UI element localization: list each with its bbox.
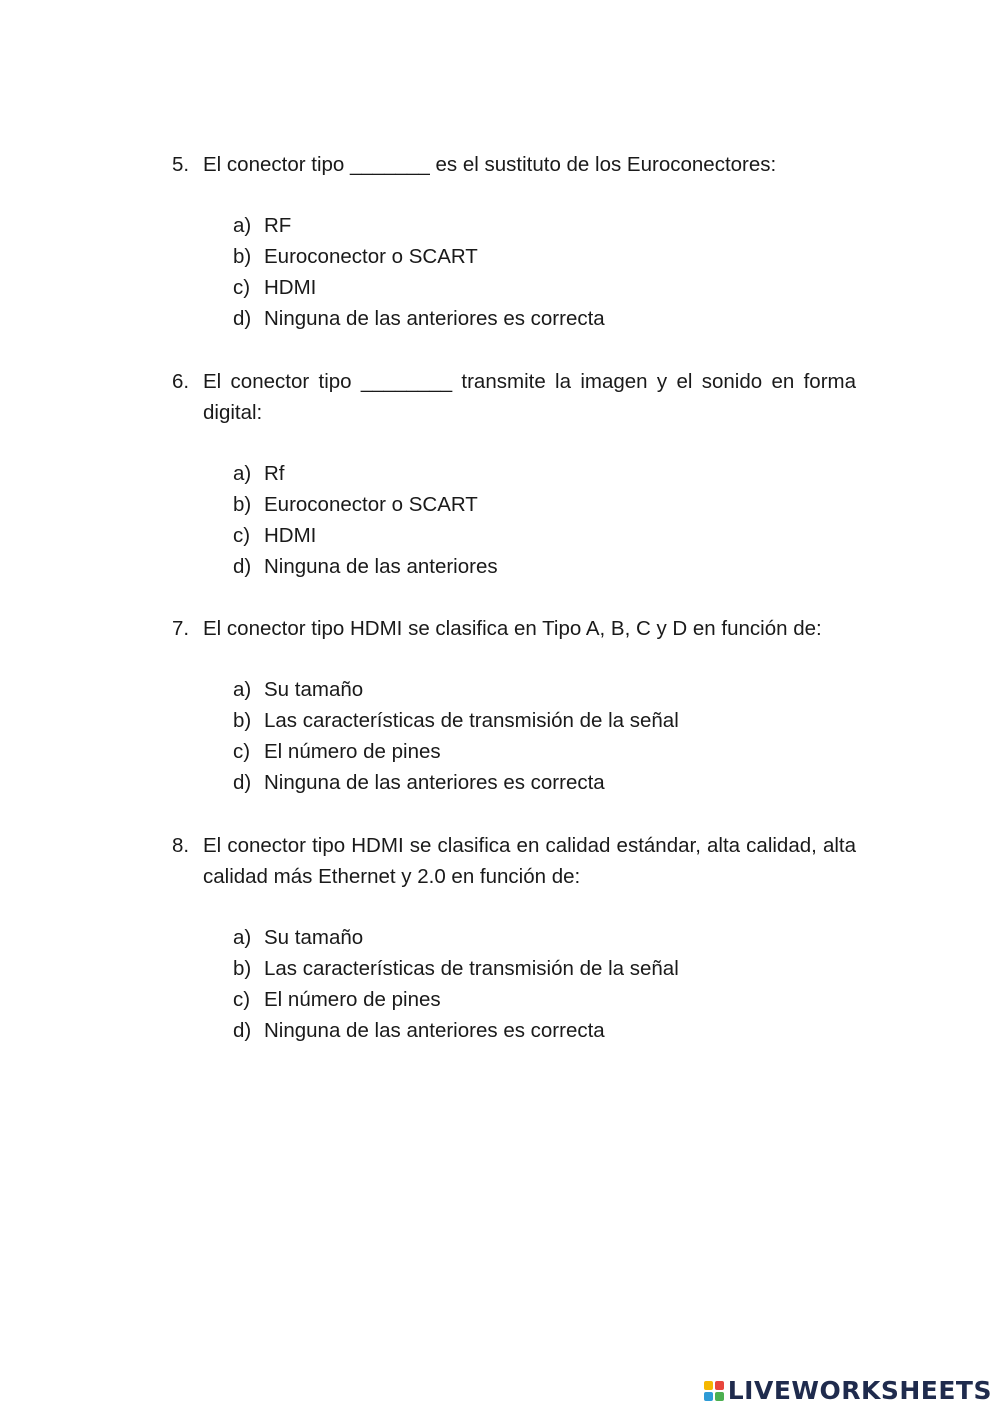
option-letter: b)	[233, 493, 252, 516]
option-letter: c)	[233, 524, 251, 547]
option-b	[233, 953, 856, 984]
option-text: El número de pines	[264, 740, 441, 763]
question-stem	[172, 830, 856, 892]
brand-text: LIVEWORKSHEETS	[727, 1376, 992, 1405]
option-letter: c)	[233, 988, 251, 1011]
question-8	[172, 830, 856, 1046]
option-letter: a)	[233, 678, 252, 701]
option-b	[233, 705, 856, 736]
question-text: El conector tipo _______ es el sustituto de los Euroconectores:	[203, 153, 777, 176]
liveworksheets-brand	[704, 1376, 992, 1405]
option-text: Rf	[264, 462, 285, 485]
logo-square-4	[715, 1392, 724, 1401]
option-letter: a)	[233, 214, 252, 237]
logo-square-2	[715, 1381, 724, 1390]
question-number: 6.	[172, 370, 190, 393]
option-letter: c)	[233, 740, 251, 763]
option-d	[233, 551, 856, 582]
option-letter: b)	[233, 957, 252, 980]
option-text: Las características de transmisión de la señal	[264, 957, 679, 980]
option-c	[233, 520, 856, 551]
option-a	[233, 210, 856, 241]
option-text: Euroconector o SCART	[264, 493, 478, 516]
options-list	[172, 922, 856, 1046]
option-letter: c)	[233, 276, 251, 299]
option-c	[233, 984, 856, 1015]
option-letter: d)	[233, 1019, 252, 1042]
option-text: Ninguna de las anteriores es correcta	[264, 1019, 605, 1042]
option-text: Ninguna de las anteriores es correcta	[264, 307, 605, 330]
options-list	[172, 674, 856, 798]
option-a	[233, 922, 856, 953]
option-text: El número de pines	[264, 988, 441, 1011]
question-text: El conector tipo HDMI se clasifica en calidad estándar, alta calidad, alta calidad más Ethernet y 2.0 en función de:	[203, 834, 856, 888]
question-6	[172, 366, 856, 582]
option-text: Su tamaño	[264, 678, 364, 701]
option-d	[233, 303, 856, 334]
logo-square-1	[704, 1381, 713, 1390]
options-list	[172, 210, 856, 334]
question-number: 5.	[172, 153, 190, 176]
question-stem	[172, 613, 856, 644]
question-text: El conector tipo ________ transmite la imagen y el sonido en forma digital:	[203, 370, 856, 424]
option-letter: a)	[233, 462, 252, 485]
question-number: 8.	[172, 834, 190, 857]
question-stem	[172, 366, 856, 428]
option-a	[233, 674, 856, 705]
logo-square-3	[704, 1392, 713, 1401]
liveworksheets-logo-icon	[704, 1381, 724, 1401]
option-text: Ninguna de las anteriores	[264, 555, 498, 578]
option-c	[233, 272, 856, 303]
option-a	[233, 458, 856, 489]
option-b	[233, 489, 856, 520]
options-list	[172, 458, 856, 582]
option-text: HDMI	[264, 524, 317, 547]
option-letter: b)	[233, 709, 252, 732]
option-text: HDMI	[264, 276, 317, 299]
option-letter: d)	[233, 307, 252, 330]
option-letter: d)	[233, 555, 252, 578]
option-letter: b)	[233, 245, 252, 268]
option-b	[233, 241, 856, 272]
option-letter: a)	[233, 926, 252, 949]
option-text: Las características de transmisión de la señal	[264, 709, 679, 732]
option-d	[233, 767, 856, 798]
option-c	[233, 736, 856, 767]
option-text: Ninguna de las anteriores es correcta	[264, 771, 605, 794]
option-text: Euroconector o SCART	[264, 245, 478, 268]
question-7	[172, 613, 856, 798]
option-text: RF	[264, 214, 292, 237]
option-letter: d)	[233, 771, 252, 794]
question-text: El conector tipo HDMI se clasifica en Tipo A, B, C y D en función de:	[203, 617, 822, 640]
question-stem	[172, 149, 856, 180]
option-d	[233, 1015, 856, 1046]
question-number: 7.	[172, 617, 190, 640]
option-text: Su tamaño	[264, 926, 364, 949]
question-5	[172, 149, 856, 334]
